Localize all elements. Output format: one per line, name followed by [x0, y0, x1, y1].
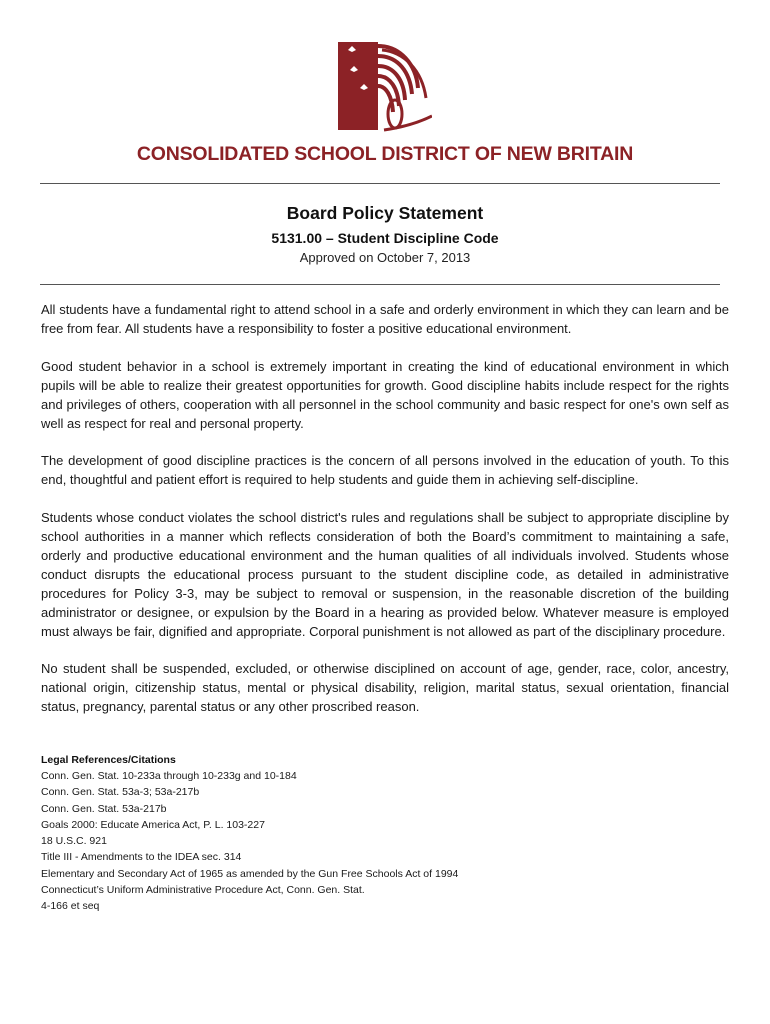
- approval-date: Approved on October 7, 2013: [299, 250, 471, 265]
- policy-title: Board Policy Statement: [286, 203, 484, 223]
- reference-item: 18 U.S.C. 921: [41, 835, 107, 848]
- reference-item: Conn. Gen. Stat. 53a-3; 53a-217b: [41, 786, 200, 799]
- title-divider: [40, 284, 720, 285]
- district-logo: [338, 42, 432, 132]
- legal-references-title: Legal References/Citations: [41, 754, 176, 766]
- paragraph: The development of good discipline practices is the concern of all persons involved in the education of youth. To this end, thoughtful and patient effort is required to help students and guide them in achieving self-discipline.: [41, 453, 729, 487]
- reference-item: Conn. Gen. Stat. 53a-217b: [41, 802, 167, 815]
- policy-body: [41, 300, 729, 735]
- reference-item: 4-166 et seq: [41, 900, 100, 913]
- reference-item: Connecticut’s Uniform Administrative Procedure Act, Conn. Gen. Stat.: [41, 884, 365, 897]
- paragraph: All students have a fundamental right to attend school in a safe and orderly environment in which they can learn and be free from fear. All students have a responsibility to foster a positive educational environment.: [41, 302, 729, 336]
- policy-subtitle: 5131.00 – Student Discipline Code: [271, 230, 499, 246]
- legal-references: [41, 752, 729, 915]
- header-divider: [40, 183, 720, 184]
- paragraph: Students whose conduct violates the school district's rules and regulations shall be subject to appropriate discipline by school authorities in a manner which reflects consideration of both the Board’s commitment to maintaining a safe, orderly and productive educational environment and the human qualities of all individuals involved. Students whose conduct disrupts the educational process pursuant to the student discipline code, as detailed in administrative procedures for Policy 3-3, may be subject to removal or suspension, in the reasonable discretion of the building administrator or designee, or expulsion by the Board in a hearing as provided below. Whatever measure is employed must always be fair, dignified and appropriate. Corporal punishment is not allowed as part of the disciplinary procedure.: [41, 509, 729, 639]
- paragraph: Good student behavior in a school is extremely important in creating the kind of educational environment in which pupils will be able to realize their greatest opportunities for growth. Good discipline habits include respect for the rights and privileges of others, cooperation with all personnel in the school community and basic respect for one's own self as well as respect for real and personal property.: [41, 358, 729, 431]
- paragraph: No student shall be suspended, excluded, or otherwise disciplined on account of age, gender, race, color, ancestry, national origin, citizenship status, mental or physical disability, religion, marital status, sexual orientation, financial status, pregnancy, parental status or any other proscribed reason.: [41, 661, 729, 714]
- reference-item: Elementary and Secondary Act of 1965 as amended by the Gun Free Schools Act of 1994: [41, 867, 459, 880]
- reference-item: Title III - Amendments to the IDEA sec. 314: [41, 851, 242, 864]
- reference-item: Goals 2000: Educate America Act, P. L. 103-227: [41, 818, 265, 831]
- reference-item: Conn. Gen. Stat. 10-233a through 10-233g and 10-184: [41, 770, 297, 782]
- district-name: CONSOLIDATED SCHOOL DISTRICT OF NEW BRITAIN: [136, 143, 634, 165]
